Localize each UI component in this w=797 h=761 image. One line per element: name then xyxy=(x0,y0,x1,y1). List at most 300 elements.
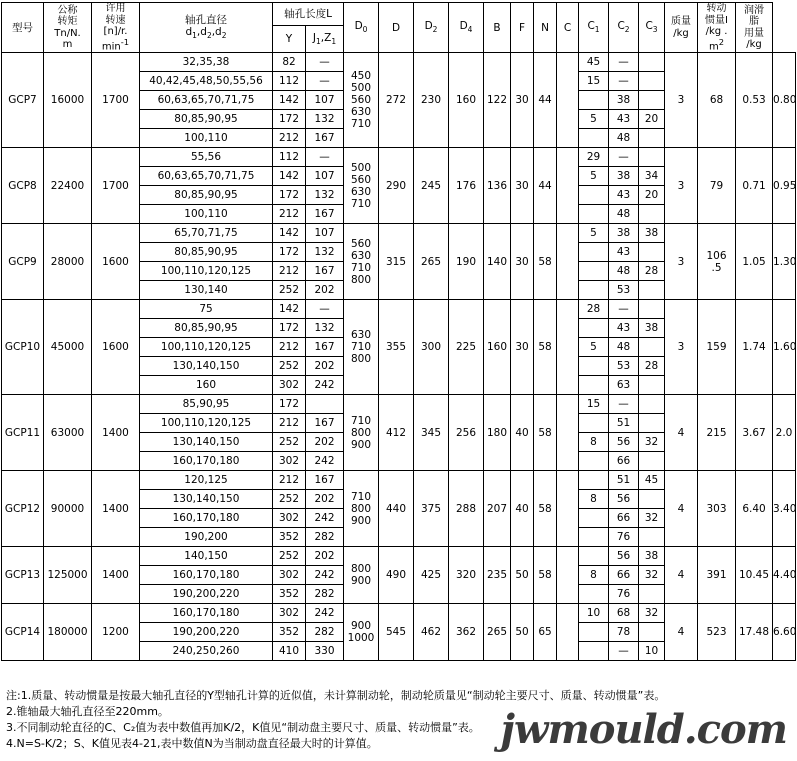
cell-length-y: 252 xyxy=(273,490,306,509)
table-row xyxy=(2,148,796,167)
header-inertia: 转动 惯量I /kg . $m^2$ xyxy=(698,3,736,53)
cell-D2: 425 xyxy=(414,547,449,604)
cell-D4: 225 xyxy=(449,300,484,395)
cell-torque: 125000 xyxy=(44,547,92,604)
cell-F: 44 xyxy=(534,148,557,224)
cell-length-j: 167 xyxy=(306,129,344,148)
cell-C2 xyxy=(639,414,665,433)
cell-C xyxy=(579,129,609,148)
cell-D0: 450 500 560 630 710 xyxy=(344,53,379,148)
cell-length-y: 172 xyxy=(273,186,306,205)
cell-N xyxy=(557,395,579,471)
cell-bore-diameter: 190,200 xyxy=(140,528,273,547)
cell-C1: 66 xyxy=(609,566,639,585)
cell-C1: 38 xyxy=(609,167,639,186)
cell-C3: 3 xyxy=(665,53,698,148)
cell-C: 5 xyxy=(579,224,609,243)
cell-D0: 500 560 630 710 xyxy=(344,148,379,224)
cell-length-y: 142 xyxy=(273,300,306,319)
cell-length-j: 107 xyxy=(306,91,344,110)
cell-bore-diameter: 100,110 xyxy=(140,129,273,148)
cell-C2 xyxy=(639,205,665,224)
table-row xyxy=(2,224,796,243)
cell-length-y: 252 xyxy=(273,433,306,452)
cell-C2 xyxy=(639,338,665,357)
cell-C3: 3 xyxy=(665,224,698,300)
cell-C2 xyxy=(639,585,665,604)
cell-D4b: 207 xyxy=(484,471,511,547)
cell-bore-diameter: 190,200,220 xyxy=(140,623,273,642)
cell-C2 xyxy=(639,528,665,547)
header-model: 型号 xyxy=(2,3,44,53)
cell-length-y: 302 xyxy=(273,566,306,585)
cell-bore-diameter: 130,140,150 xyxy=(140,357,273,376)
cell-length-y: 212 xyxy=(273,338,306,357)
cell-grease: 2.0 xyxy=(773,395,796,471)
table-row xyxy=(2,604,796,623)
cell-length-y: 212 xyxy=(273,471,306,490)
cell-B: 40 xyxy=(511,395,534,471)
cell-C2: 20 xyxy=(639,110,665,129)
cell-mass: 79 xyxy=(698,148,736,224)
cell-C xyxy=(579,262,609,281)
header-speed: 许用 转速 [n]/r. $\min^{-1}$ xyxy=(92,3,140,53)
cell-mass: 106 .5 xyxy=(698,224,736,300)
cell-length-j: 202 xyxy=(306,547,344,566)
cell-D4b: 180 xyxy=(484,395,511,471)
cell-C: 8 xyxy=(579,433,609,452)
cell-B: 30 xyxy=(511,300,534,395)
cell-C2 xyxy=(639,243,665,262)
cell-D2: 345 xyxy=(414,395,449,471)
cell-mass: 303 xyxy=(698,471,736,547)
cell-length-y: 172 xyxy=(273,243,306,262)
cell-C1: — xyxy=(609,395,639,414)
cell-length-y: 172 xyxy=(273,319,306,338)
cell-mass: 215 xyxy=(698,395,736,471)
cell-length-j: 202 xyxy=(306,281,344,300)
cell-torque: 45000 xyxy=(44,300,92,395)
cell-speed: 1200 xyxy=(92,604,140,661)
cell-bore-diameter: 75 xyxy=(140,300,273,319)
cell-C1: 76 xyxy=(609,585,639,604)
cell-speed: 1700 xyxy=(92,53,140,148)
cell-bore-diameter: 100,110,120,125 xyxy=(140,262,273,281)
cell-C2 xyxy=(639,395,665,414)
cell-length-j: 167 xyxy=(306,414,344,433)
cell-length-j xyxy=(306,395,344,414)
cell-length-y: 172 xyxy=(273,395,306,414)
cell-length-y: 212 xyxy=(273,205,306,224)
cell-bore-diameter: 120,125 xyxy=(140,471,273,490)
cell-C1: 38 xyxy=(609,224,639,243)
cell-D4b: 136 xyxy=(484,148,511,224)
header-F: F xyxy=(511,3,534,53)
cell-D4: 190 xyxy=(449,224,484,300)
cell-N xyxy=(557,471,579,547)
cell-length-y: 82 xyxy=(273,53,306,72)
cell-length-j: 167 xyxy=(306,338,344,357)
cell-length-j: 132 xyxy=(306,243,344,262)
cell-D2: 300 xyxy=(414,300,449,395)
cell-C1: 51 xyxy=(609,471,639,490)
cell-model: GCP13 xyxy=(2,547,44,604)
cell-C xyxy=(579,357,609,376)
cell-C1: 66 xyxy=(609,509,639,528)
cell-N xyxy=(557,604,579,661)
cell-D4: 362 xyxy=(449,604,484,661)
cell-length-j: 282 xyxy=(306,585,344,604)
cell-bore-diameter: 60,63,65,70,71,75 xyxy=(140,91,273,110)
cell-length-j: 282 xyxy=(306,623,344,642)
cell-C2: 34 xyxy=(639,167,665,186)
cell-F: 58 xyxy=(534,224,557,300)
cell-bore-diameter: 130,140,150 xyxy=(140,433,273,452)
cell-length-y: 142 xyxy=(273,91,306,110)
header-D4: $D_4$ xyxy=(449,3,484,53)
cell-length-y: 352 xyxy=(273,623,306,642)
cell-N xyxy=(557,148,579,224)
cell-C: 45 xyxy=(579,53,609,72)
cell-C2: 10 xyxy=(639,642,665,661)
cell-model: GCP7 xyxy=(2,53,44,148)
header-D0: $D_0$ xyxy=(344,3,379,53)
cell-D2: 265 xyxy=(414,224,449,300)
cell-C1: 43 xyxy=(609,319,639,338)
cell-C1: — xyxy=(609,53,639,72)
cell-C2 xyxy=(639,452,665,471)
cell-length-j: 242 xyxy=(306,566,344,585)
cell-B: 50 xyxy=(511,604,534,661)
cell-C: 8 xyxy=(579,490,609,509)
cell-D4: 256 xyxy=(449,395,484,471)
header-B: B xyxy=(484,3,511,53)
cell-bore-diameter: 100,110,120,125 xyxy=(140,338,273,357)
cell-C1: 38 xyxy=(609,91,639,110)
cell-D0: 900 1000 xyxy=(344,604,379,661)
cell-length-j: 107 xyxy=(306,224,344,243)
cell-length-j: — xyxy=(306,53,344,72)
cell-bore-diameter: 190,200,220 xyxy=(140,585,273,604)
cell-length-j: 330 xyxy=(306,642,344,661)
cell-C xyxy=(579,281,609,300)
cell-length-y: 252 xyxy=(273,357,306,376)
watermark: jwmould.com xyxy=(500,706,787,753)
cell-D: 545 xyxy=(379,604,414,661)
note-line-2: 2.锥轴最大轴孔直径至220mm。 xyxy=(6,704,169,718)
cell-C2: 28 xyxy=(639,262,665,281)
cell-grease: 3.40 xyxy=(773,471,796,547)
cell-speed: 1400 xyxy=(92,395,140,471)
cell-speed: 1600 xyxy=(92,224,140,300)
cell-grease: 6.60 xyxy=(773,604,796,661)
cell-D4: 160 xyxy=(449,53,484,148)
cell-C1: 51 xyxy=(609,414,639,433)
cell-C xyxy=(579,414,609,433)
cell-C1: 53 xyxy=(609,281,639,300)
cell-D: 355 xyxy=(379,300,414,395)
cell-C: 10 xyxy=(579,604,609,623)
cell-length-j: 167 xyxy=(306,205,344,224)
note-line-4: 4.N=S-K/2；S、K值见表4-21,表中数值N为当制动盘直径最大时的计算值。 xyxy=(6,736,378,750)
cell-C: 5 xyxy=(579,338,609,357)
cell-length-j: 132 xyxy=(306,110,344,129)
cell-B: 30 xyxy=(511,148,534,224)
cell-D2: 462 xyxy=(414,604,449,661)
cell-C1: — xyxy=(609,72,639,91)
cell-length-j: 242 xyxy=(306,376,344,395)
table-row xyxy=(2,53,796,72)
cell-F: 58 xyxy=(534,395,557,471)
cell-grease: 0.95 xyxy=(773,148,796,224)
cell-speed: 1400 xyxy=(92,471,140,547)
cell-C1: 43 xyxy=(609,186,639,205)
cell-mass: 391 xyxy=(698,547,736,604)
cell-inertia: 0.71 xyxy=(736,148,773,224)
cell-bore-diameter: 130,140 xyxy=(140,281,273,300)
cell-model: GCP8 xyxy=(2,148,44,224)
cell-bore-diameter: 160,170,180 xyxy=(140,452,273,471)
note-line-3: 3.不同制动轮直径的C、C₂值为表中数值再加K/2，K值见“制动盘主要尺寸、质量、转动惯量”表。 xyxy=(6,720,480,734)
cell-D4b: 265 xyxy=(484,604,511,661)
cell-grease: 4.40 xyxy=(773,547,796,604)
cell-C1: 56 xyxy=(609,547,639,566)
cell-C1: 43 xyxy=(609,110,639,129)
cell-grease: 0.80 xyxy=(773,53,796,148)
cell-C xyxy=(579,205,609,224)
table-row xyxy=(2,395,796,414)
cell-C2 xyxy=(639,490,665,509)
header-length-J1Z1: $J_1,Z_1$ xyxy=(306,25,344,53)
cell-length-j: 242 xyxy=(306,509,344,528)
cell-length-y: 212 xyxy=(273,262,306,281)
cell-C3: 4 xyxy=(665,395,698,471)
header-N: N xyxy=(534,3,557,53)
cell-bore-diameter: 100,110 xyxy=(140,205,273,224)
header-bore-dia: 轴孔直径 $d_1,d_2,d_2$ xyxy=(140,3,273,53)
cell-torque: 22400 xyxy=(44,148,92,224)
cell-model: GCP12 xyxy=(2,471,44,547)
cell-length-j: 167 xyxy=(306,471,344,490)
cell-C1: 43 xyxy=(609,243,639,262)
cell-C xyxy=(579,642,609,661)
cell-length-j: — xyxy=(306,72,344,91)
cell-length-y: 410 xyxy=(273,642,306,661)
cell-F: 44 xyxy=(534,53,557,148)
cell-C1: 48 xyxy=(609,262,639,281)
cell-bore-diameter: 100,110,120,125 xyxy=(140,414,273,433)
specification-table xyxy=(1,2,796,661)
cell-C xyxy=(579,186,609,205)
cell-C2: 32 xyxy=(639,604,665,623)
cell-D0: 710 800 900 xyxy=(344,471,379,547)
cell-C2: 32 xyxy=(639,566,665,585)
cell-C xyxy=(579,376,609,395)
header-C: C xyxy=(557,3,579,53)
cell-bore-diameter: 80,85,90,95 xyxy=(140,319,273,338)
cell-C: 5 xyxy=(579,167,609,186)
cell-torque: 63000 xyxy=(44,395,92,471)
cell-D4: 176 xyxy=(449,148,484,224)
cell-D0: 710 800 900 xyxy=(344,395,379,471)
cell-C2 xyxy=(639,281,665,300)
cell-C1: 48 xyxy=(609,205,639,224)
cell-N xyxy=(557,547,579,604)
header-torque: 公称 转矩 Tn/N. m xyxy=(44,3,92,53)
cell-model: GCP9 xyxy=(2,224,44,300)
cell-bore-diameter: 65,70,71,75 xyxy=(140,224,273,243)
cell-B: 50 xyxy=(511,547,534,604)
cell-C: 15 xyxy=(579,72,609,91)
cell-length-j: 167 xyxy=(306,262,344,281)
cell-C2: 20 xyxy=(639,186,665,205)
cell-D: 412 xyxy=(379,395,414,471)
cell-length-j: 202 xyxy=(306,433,344,452)
cell-C1: 48 xyxy=(609,338,639,357)
cell-C2: 32 xyxy=(639,509,665,528)
cell-D: 490 xyxy=(379,547,414,604)
cell-length-j: — xyxy=(306,148,344,167)
cell-C2: 38 xyxy=(639,224,665,243)
cell-length-y: 112 xyxy=(273,72,306,91)
cell-B: 40 xyxy=(511,471,534,547)
cell-mass: 68 xyxy=(698,53,736,148)
table-row xyxy=(2,547,796,566)
cell-C1: 78 xyxy=(609,623,639,642)
cell-C1: 66 xyxy=(609,452,639,471)
cell-bore-diameter: 240,250,260 xyxy=(140,642,273,661)
cell-D4b: 235 xyxy=(484,547,511,604)
cell-C2: 38 xyxy=(639,319,665,338)
cell-torque: 90000 xyxy=(44,471,92,547)
cell-D4: 288 xyxy=(449,471,484,547)
cell-length-y: 352 xyxy=(273,528,306,547)
cell-C: 15 xyxy=(579,395,609,414)
cell-C2 xyxy=(639,91,665,110)
cell-bore-diameter: 140,150 xyxy=(140,547,273,566)
cell-inertia: 1.74 xyxy=(736,300,773,395)
cell-C xyxy=(579,471,609,490)
cell-D4b: 140 xyxy=(484,224,511,300)
cell-speed: 1400 xyxy=(92,547,140,604)
cell-length-y: 212 xyxy=(273,129,306,148)
header-C1: $C_1$ xyxy=(579,3,609,53)
cell-bore-diameter: 80,85,90,95 xyxy=(140,110,273,129)
cell-bore-diameter: 160 xyxy=(140,376,273,395)
cell-F: 58 xyxy=(534,471,557,547)
note-line-1: 注:1.质量、转动惯量是按最大轴孔直径的Y型轴孔计算的近似值，未计算制动轮，制动轮质量见“制动轮主要尺寸、质量、转动惯量”表。 xyxy=(6,689,666,702)
cell-bore-diameter: 40,42,45,48,50,55,56 xyxy=(140,72,273,91)
cell-C3: 3 xyxy=(665,300,698,395)
header-D: D xyxy=(379,3,414,53)
cell-length-y: 252 xyxy=(273,547,306,566)
header-C2: $C_2$ xyxy=(609,3,639,53)
cell-C3: 4 xyxy=(665,471,698,547)
cell-inertia: 17.48 xyxy=(736,604,773,661)
header-bore-length: 轴孔长度L xyxy=(273,3,344,26)
cell-inertia: 1.05 xyxy=(736,224,773,300)
cell-C1: — xyxy=(609,300,639,319)
cell-D2: 245 xyxy=(414,148,449,224)
cell-length-j: — xyxy=(306,300,344,319)
cell-bore-diameter: 32,35,38 xyxy=(140,53,273,72)
cell-inertia: 6.40 xyxy=(736,471,773,547)
cell-C1: — xyxy=(609,148,639,167)
cell-C xyxy=(579,91,609,110)
cell-D0: 800 900 xyxy=(344,547,379,604)
header-C3: $C_3$ xyxy=(639,3,665,53)
cell-D: 272 xyxy=(379,53,414,148)
cell-length-j: 107 xyxy=(306,167,344,186)
header-row-1 xyxy=(2,3,796,26)
cell-F: 65 xyxy=(534,604,557,661)
cell-bore-diameter: 130,140,150 xyxy=(140,490,273,509)
cell-C3: 4 xyxy=(665,547,698,604)
cell-C1: 76 xyxy=(609,528,639,547)
cell-length-y: 352 xyxy=(273,585,306,604)
cell-C xyxy=(579,452,609,471)
cell-length-j: 242 xyxy=(306,452,344,471)
cell-C2 xyxy=(639,148,665,167)
cell-length-y: 302 xyxy=(273,604,306,623)
cell-N xyxy=(557,224,579,300)
cell-C xyxy=(579,585,609,604)
cell-C2 xyxy=(639,376,665,395)
table-row xyxy=(2,471,796,490)
cell-N xyxy=(557,53,579,148)
table-body xyxy=(2,53,796,661)
cell-bore-diameter: 160,170,180 xyxy=(140,509,273,528)
cell-F: 58 xyxy=(534,547,557,604)
cell-grease: 1.30 xyxy=(773,224,796,300)
cell-C2: 38 xyxy=(639,547,665,566)
cell-C2 xyxy=(639,129,665,148)
cell-C2: 45 xyxy=(639,471,665,490)
cell-D2: 375 xyxy=(414,471,449,547)
cell-bore-diameter: 80,85,90,95 xyxy=(140,243,273,262)
cell-C2: 28 xyxy=(639,357,665,376)
cell-C xyxy=(579,528,609,547)
cell-C3: 3 xyxy=(665,148,698,224)
cell-bore-diameter: 80,85,90,95 xyxy=(140,186,273,205)
cell-torque: 28000 xyxy=(44,224,92,300)
cell-D2: 230 xyxy=(414,53,449,148)
cell-length-y: 212 xyxy=(273,414,306,433)
cell-C: 28 xyxy=(579,300,609,319)
cell-C1: 53 xyxy=(609,357,639,376)
cell-model: GCP10 xyxy=(2,300,44,395)
header-length-Y: Y xyxy=(273,25,306,53)
cell-mass: 523 xyxy=(698,604,736,661)
cell-bore-diameter: 160,170,180 xyxy=(140,604,273,623)
cell-C3: 4 xyxy=(665,604,698,661)
cell-D0: 560 630 710 800 xyxy=(344,224,379,300)
cell-bore-diameter: 55,56 xyxy=(140,148,273,167)
cell-C xyxy=(579,623,609,642)
cell-bore-diameter: 160,170,180 xyxy=(140,566,273,585)
cell-inertia: 10.45 xyxy=(736,547,773,604)
cell-torque: 180000 xyxy=(44,604,92,661)
cell-length-y: 252 xyxy=(273,281,306,300)
cell-length-y: 302 xyxy=(273,376,306,395)
cell-D4b: 160 xyxy=(484,300,511,395)
cell-length-j: 132 xyxy=(306,186,344,205)
cell-length-j: 202 xyxy=(306,490,344,509)
cell-F: 58 xyxy=(534,300,557,395)
cell-length-j: 202 xyxy=(306,357,344,376)
cell-B: 30 xyxy=(511,224,534,300)
cell-C xyxy=(579,319,609,338)
